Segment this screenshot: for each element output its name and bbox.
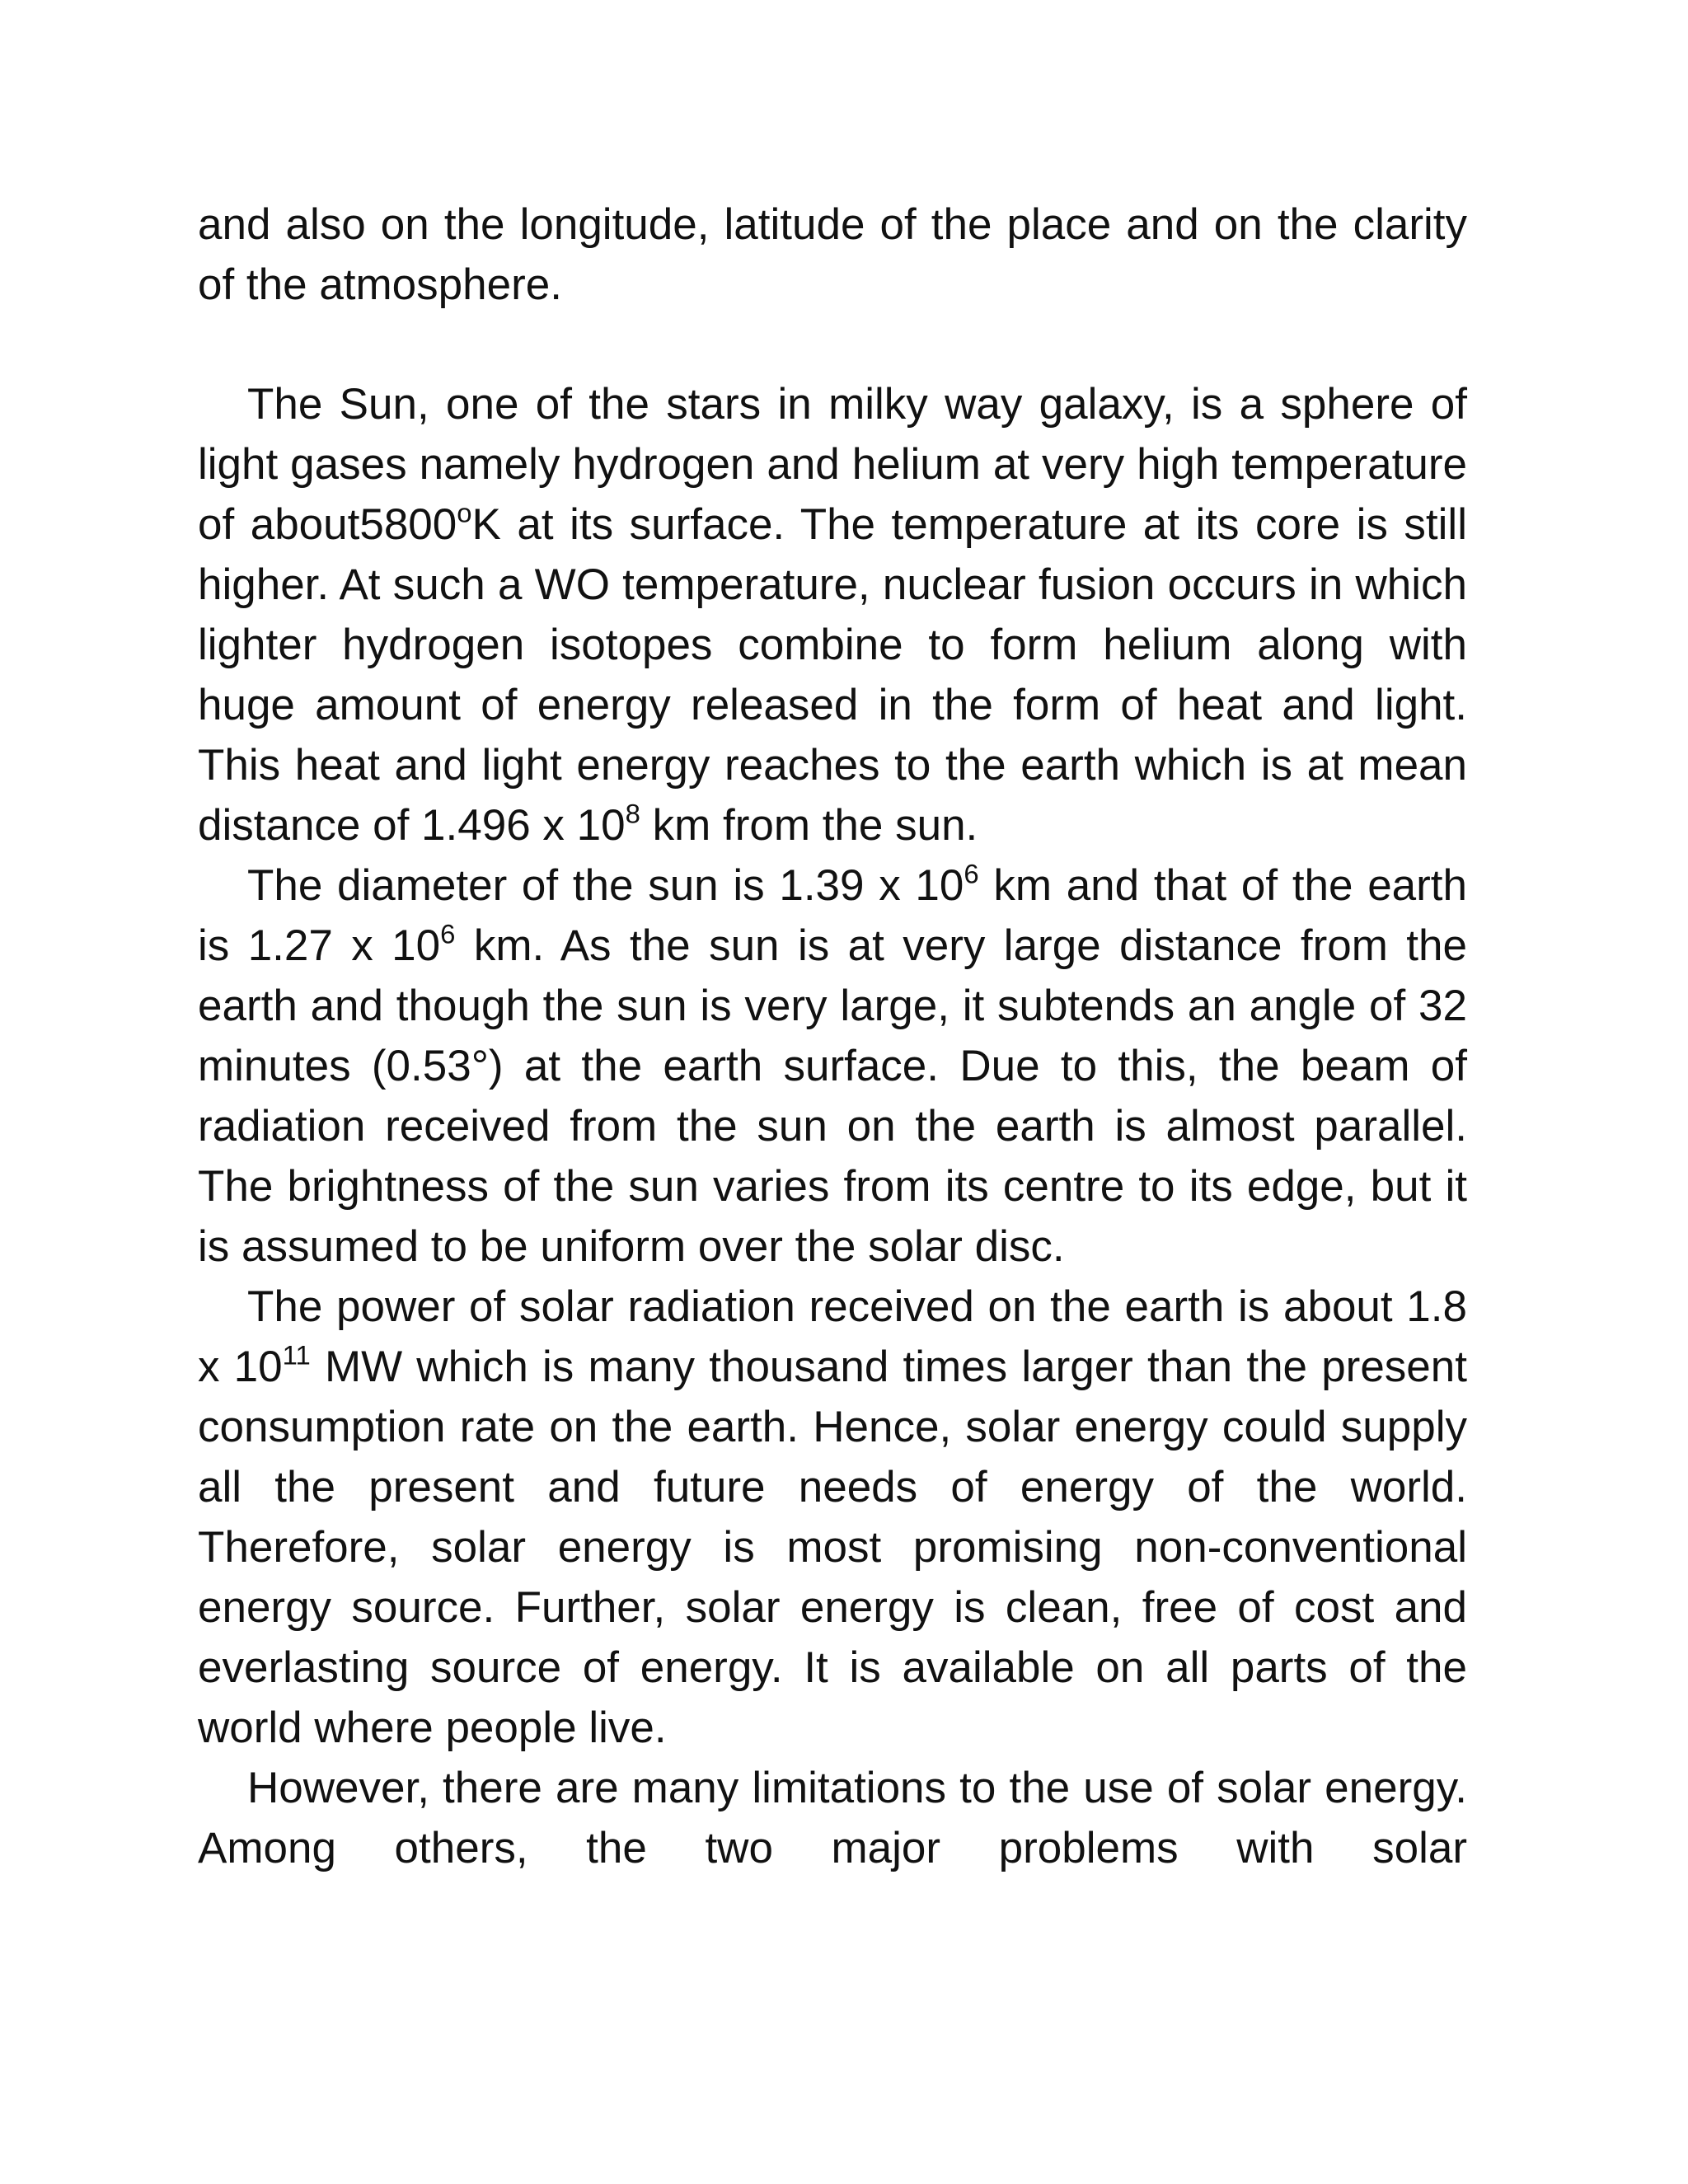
superscript-exponent: 6 (964, 858, 979, 889)
text-run: km from the sun. (640, 801, 978, 850)
superscript-exponent: 6 (440, 918, 456, 949)
paragraph-sun-description (198, 374, 1467, 855)
superscript-degree: o (457, 497, 472, 528)
text-run: K at its surface. The temperature at its core is still higher. At such a WO temperature, nuclear fusion occurs in which lighter hydrogen isotopes combine to form helium along with huge amount of energy released in the form of heat and light. This heat and light energy reaches to the earth which is at mean distance of 1.496 x 10 (198, 500, 1467, 850)
superscript-exponent: 8 (625, 798, 640, 829)
text-run: The diameter of the sun is 1.39 x 10 (247, 861, 964, 910)
superscript-exponent: 11 (282, 1339, 311, 1371)
paragraph-solar-power (198, 1277, 1467, 1758)
document-page (198, 194, 1467, 1878)
paragraph-limitations: However, there are many limitations to the use of solar energy. Among others, the two major problems with solar (198, 1764, 1467, 1872)
paragraph-sun-diameter (198, 855, 1467, 1277)
paragraph-continuation: and also on the longitude, latitude of the place and on the clarity of the atmosphere. (198, 200, 1467, 309)
text-run: MW which is many thousand times larger than the present consumption rate on the earth. Hence, solar energy could supply all the present and future needs of energy of the world. Therefore, solar energy is most promising non-conventional energy source. Further, solar energy is clean, free of cost and everlasting source of energy. It is available on all parts of the world where people live. (198, 1343, 1467, 1752)
text-run: The power of solar radiation received on the earth is about 1.8 x 10 (198, 1282, 1467, 1391)
text-run: The Sun, one of the stars in milky way galaxy, is a sphere of light gases namely hydrogen and helium at very high temperature of about5800 (198, 380, 1467, 549)
text-run: km and that of the earth is 1.27 x 10 (198, 861, 1468, 970)
text-run: km. As the sun is at very large distance from the earth and though the sun is very large, it subtends an angle of 32 minutes (0.53°) at the earth surface. Due to this, the beam of radiation received from the sun on the earth is almost parallel. The brightness of the sun varies from its centre to its edge, but it is assumed to be uniform over the solar disc. (198, 921, 1467, 1271)
